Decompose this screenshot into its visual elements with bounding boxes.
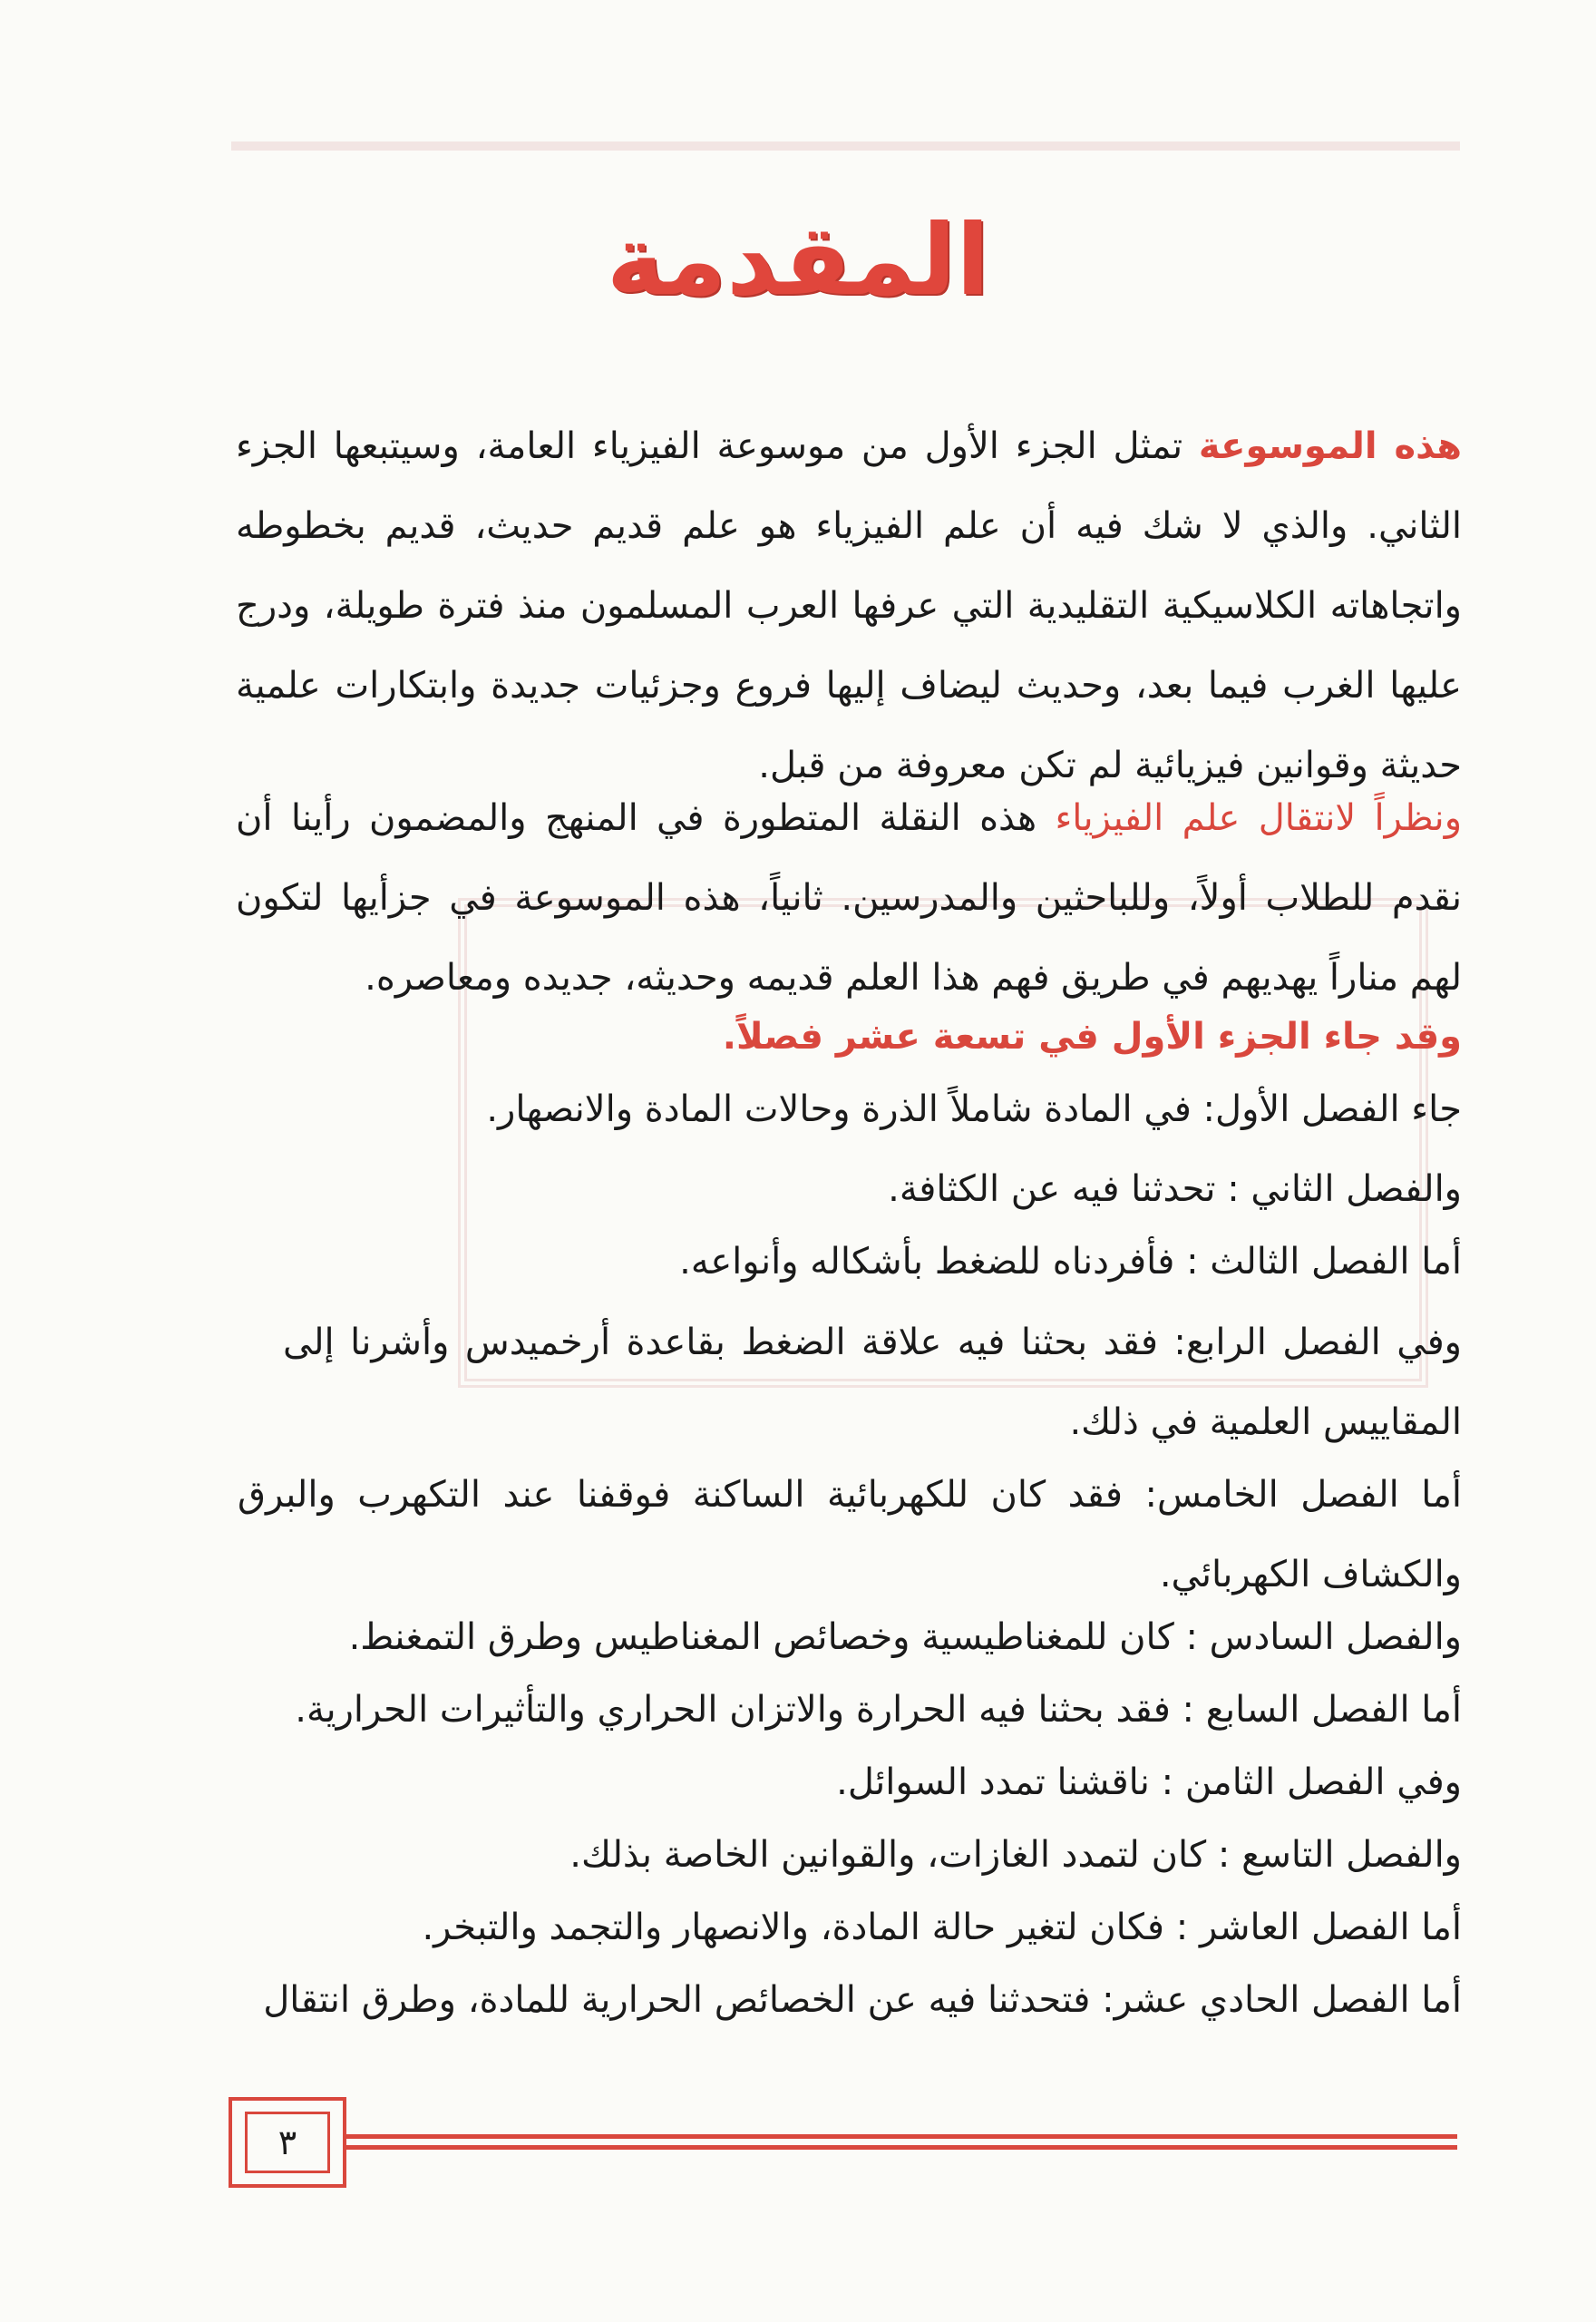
chapters-heading: وقد جاء الجزء الأول في تسعة عشر فصلاً.: [722, 1016, 1462, 1058]
intro-paragraph-1: [236, 406, 1462, 805]
chapter-line-3: أما الفصل الثالث : فأفردناه للضغط بأشكاله وأنواعه.: [679, 1241, 1462, 1283]
page-title: المقدمة: [606, 204, 990, 317]
intro-second-text: هذه النقلة المتطورة في المنهج والمضمون رأينا أن نقدم للطلاب أولاً، وللباحثين والمدرسين. ثانياً، هذه الموسوعة في جزأيها لتكون لهم مناراً يهديهم في طريق فهم هذا العلم قديمه وحديثه، جديده ومعاصره.: [236, 797, 1462, 999]
chapter-line-4: وفي الفصل الرابع: فقد بحثنا فيه علاقة الضغط بقاعدة أرخميدس وأشرنا إلى المقاييس العلمية في ذلك.: [283, 1322, 1462, 1443]
chapter-line-5: أما الفصل الخامس: فقد كان للكهربائية الساكنة فوقفنا عند التكهرب والبرق والكشاف الكهربائي.: [238, 1474, 1462, 1595]
intro-second-accent: ونظراً لانتقال علم الفيزياء: [1055, 797, 1463, 839]
chapter-line-8: وفي الفصل الثامن : ناقشنا تمدد السوائل.: [836, 1761, 1462, 1803]
chapter-line-10: أما الفصل العاشر : فكان لتغير حالة المادة، والانصهار والتجمد والتبخر.: [422, 1907, 1462, 1948]
chapter-line-1: جاء الفصل الأول: في المادة شاملاً الذرة وحالات المادة والانصهار.: [486, 1088, 1462, 1130]
chapter-line-11: أما الفصل الحادي عشر: فتحدثنا فيه عن الخصائص الحرارية للمادة، وطرق انتقال: [263, 1979, 1462, 2021]
chapter-line-9: والفصل التاسع : كان لتمدد الغازات، والقوانين الخاصة بذلك.: [569, 1834, 1462, 1876]
page-number: ٣: [245, 2112, 330, 2173]
chapter-line-7: أما الفصل السابع : فقد بحثنا فيه الحرارة والاتزان الحراري والتأثيرات الحرارية.: [295, 1689, 1462, 1731]
intro-paragraph-2: [236, 778, 1462, 1018]
footer-rule-top: [346, 2134, 1457, 2139]
chapter-line-2: والفصل الثاني : تحدثنا فيه عن الكثافة.: [888, 1168, 1462, 1210]
footer-rule-bottom: [346, 2145, 1457, 2150]
page-number-frame: [229, 2097, 346, 2188]
bleed-through-rule: [231, 141, 1460, 151]
intro-lead-text: تمثل الجزء الأول من موسوعة الفيزياء العامة، وسيتبعها الجزء الثاني. والذي لا شك فيه أن علم الفيزياء هو علم قديم حديث، قديم بخطوطه واتجاهاته الكلاسيكية التقليدية التي عرفها العرب المسلمون منذ فترة طويلة، ودرج عليها الغرب فيما بعد، وحديث ليضاف إليها فروع وجزئيات جديدة وابتكارات علمية حديثة وقوانين فيزيائية لم تكن معروفة من قبل.: [236, 425, 1462, 786]
intro-lead-accent: هذه الموسوعة: [1198, 425, 1463, 467]
chapter-line-6: والفصل السادس : كان للمغناطيسية وخصائص المغناطيس وطرق التمغنط.: [348, 1616, 1462, 1658]
